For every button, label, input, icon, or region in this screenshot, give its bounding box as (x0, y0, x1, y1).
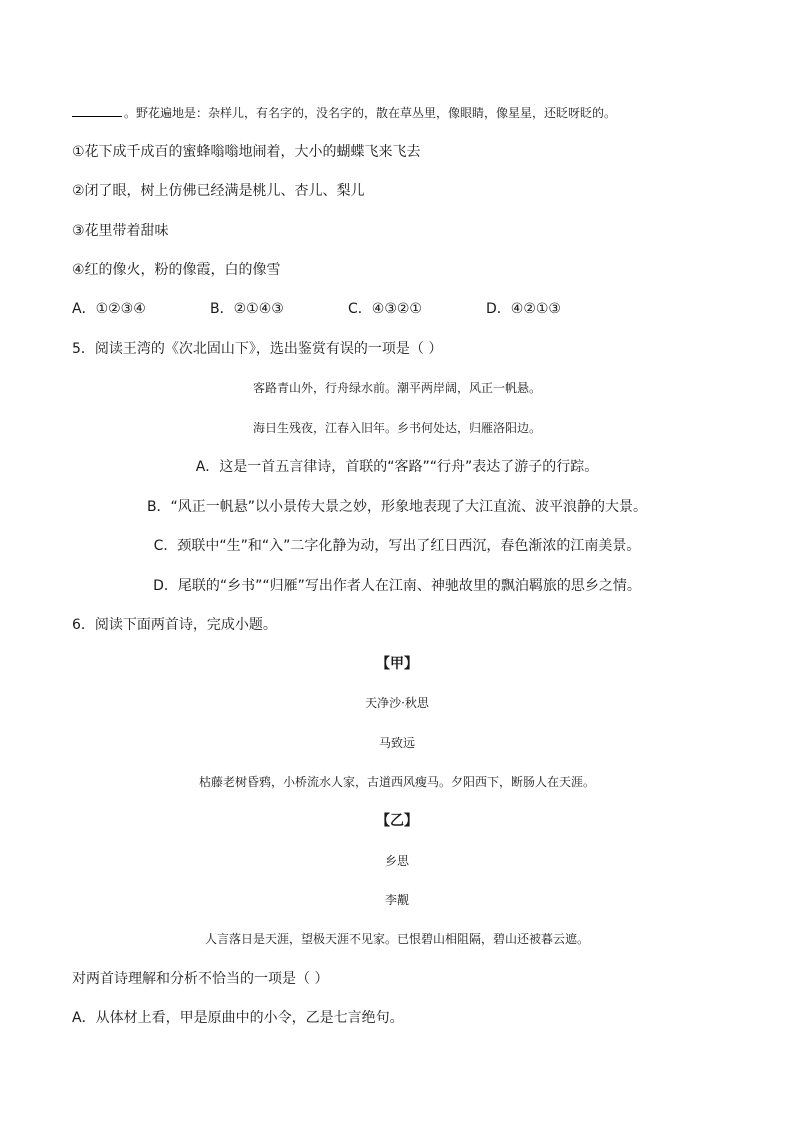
q5-option-a[interactable]: A．这是一首五言律诗，首联的“客路”“行舟”表达了游子的行踪。 (195, 459, 599, 475)
q5-stem: 5．阅读王湾的《次北固山下》，选出鉴赏有误的一项是（ ） (72, 341, 443, 357)
q4-sentence-2: ②闭了眼，树上仿佛已经满是桃儿、杏儿、梨儿 (72, 183, 365, 199)
q4-option-b[interactable]: B．②①④③ (210, 301, 284, 317)
poem-yi-heading: 【乙】 (376, 813, 418, 829)
answer-blank[interactable] (72, 104, 122, 117)
q4-options (72, 299, 561, 319)
poem-yi-author: 李觏 (384, 893, 409, 907)
q4-sentence-3: ③花里带着甜味 (72, 223, 169, 239)
q4-stem-line (72, 103, 616, 123)
q6-stem: 6．阅读下面两首诗，完成小题。 (72, 617, 277, 633)
q4-stem-tail: 。野花遍地是：杂样儿，有名字的，没名字的，散在草丛里，像眼睛，像星星，还眨呀眨的。 (124, 106, 617, 120)
q4-sentence-4: ④红的像火，粉的像霞，白的像雪 (72, 262, 281, 278)
poem-yi-text: 人言落日是天涯，望极天涯不见家。已恨碧山相阻隔，碧山还被暮云遮。 (204, 932, 589, 946)
q5-option-d[interactable]: D．尾联的“乡书”“归雁”写出作者人在江南、神驰故里的飘泊羁旅的思乡之情。 (153, 578, 641, 594)
q6-option-a[interactable]: A．从体材上看，甲是原曲中的小令，乙是七言绝句。 (72, 1010, 404, 1026)
poem-jia-heading: 【甲】 (376, 656, 418, 672)
q4-option-d[interactable]: D．④②①③ (486, 301, 561, 317)
poem-jia-author: 马致远 (378, 736, 415, 750)
q5-poem-line-1: 客路青山外，行舟绿水前。潮平两岸阔，风正一帆悬。 (252, 381, 541, 395)
poem-jia-text: 枯藤老树昏鸦，小桥流水人家，古道西风瘦马。夕阳西下，断肠人在天涯。 (198, 775, 595, 789)
poem-jia-title: 天净沙·秋思 (365, 696, 429, 710)
q5-poem-line-2: 海日生残夜，江春入旧年。乡书何处达，归雁洛阳边。 (252, 421, 541, 435)
q4-option-a[interactable]: A．①②③④ (72, 301, 146, 317)
q4-option-c[interactable]: C．④③②① (348, 301, 422, 317)
poem-yi-title: 乡思 (384, 854, 409, 868)
q5-option-b[interactable]: B．“风正一帆悬”以小景传大景之妙，形象地表现了大江直流、波平浪静的大景。 (146, 499, 648, 515)
q6-sub-stem: 对两首诗理解和分析不恰当的一项是（ ） (72, 971, 329, 987)
q4-sentence-1: ①花下成千成百的蜜蜂嗡嗡地闹着，大小的蝴蝶飞来飞去 (72, 144, 421, 160)
q5-option-c[interactable]: C．颈联中“生”和“入”二字化静为动，写出了红日西沉，春色渐浓的江南美景。 (153, 538, 641, 554)
